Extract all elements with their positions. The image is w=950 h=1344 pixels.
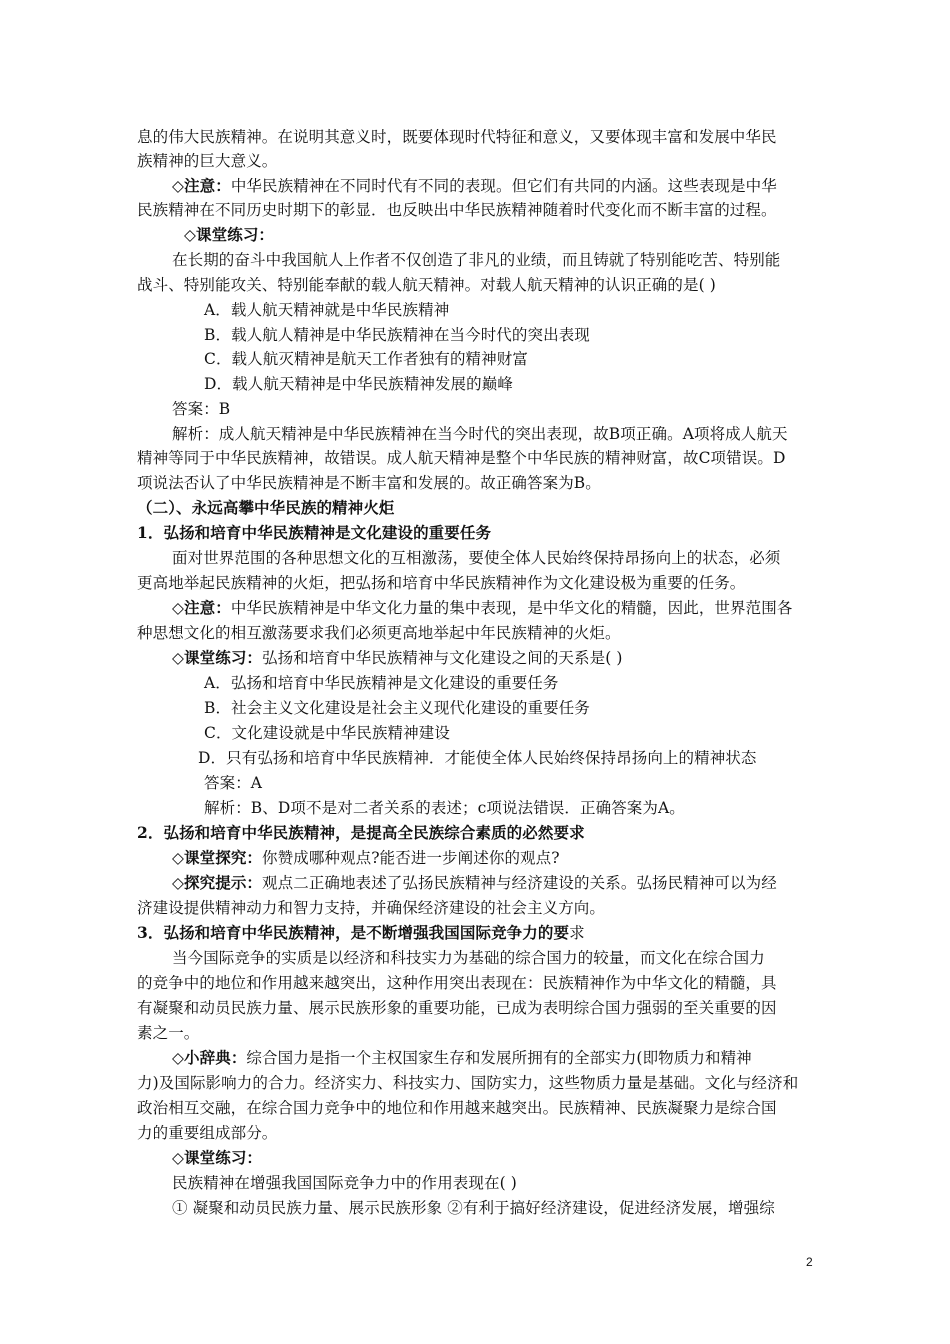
subsection-heading: 2．弘扬和培育中华民族精神，是提高全民族综合素质的必然要求 — [137, 823, 585, 842]
analysis-line: 项说法否认了中华民族精神是不断丰富和发展的。故正确答案为B。 — [137, 474, 601, 492]
note-line: ◇注意：中华民族精神是中华文化力量的集中表现，是中华文化的精髓，因此，世界范围各 — [172, 598, 793, 617]
option-a: A．弘扬和培育中华民族精神是文化建设的重要任务 — [204, 674, 559, 692]
analysis-line: 精神等同于中华民族精神，故错误。成人航天精神是整个中华民族的精神财富，故C项错误。D — [137, 449, 786, 467]
paragraph-line: 息的伟大民族精神。在说明其意义时，既要体现时代特征和意义，又要体现丰富和发展中华民 — [137, 128, 777, 146]
option-d: D．只有弘扬和培育中华民族精神．才能使全体人民始终保持昂扬向上的精神状态 — [198, 749, 757, 767]
question-line: ① 凝聚和动员民族力量、展示民族形象 ②有利于搞好经济建设，促进经济发展，增强综 — [172, 1199, 775, 1217]
exercise-heading: ◇课堂练习： — [184, 225, 275, 244]
dictionary-line: ◇小辞典：综合国力是指一个主权国家生存和发展所拥有的全部实力(即物质力和精神 — [172, 1048, 752, 1067]
subsection-heading: 3．弘扬和培育中华民族精神，是不断增强我国国际竞争力的要求 — [137, 923, 585, 942]
inquiry-line: ◇课堂探究：你赞成哪种观点?能否进一步阐述你的观点? — [172, 848, 560, 867]
hint-line: ◇探究提示：观点二正确地表述了弘扬民族精神与经济建设的关系。弘扬民精神可以为经 — [172, 873, 777, 892]
question-line: 在长期的奋斗中我国航人上作者不仅创造了非凡的业绩，而且铸就了特别能吃苦、特别能 — [172, 251, 781, 269]
option-c: C．载人航灭精神是航天工作者独有的精神财富 — [204, 350, 528, 368]
paragraph-line: 种思想文化的相互激荡要求我们必须更高地举起中年民族精神的火炬。 — [137, 624, 621, 642]
subsection-heading: 1．弘扬和培育中华民族精神是文化建设的重要任务 — [137, 523, 492, 542]
paragraph-line: 的竞争中的地位和作用越来越突出，这种作用突出表现在：民族精神作为中华文化的精髓，具 — [137, 974, 777, 992]
paragraph-line: 力的重要组成部分。 — [137, 1124, 278, 1142]
note-line: ◇注意：中华民族精神在不同时代有不同的表现。但它们有共同的内涵。这些表现是中华 — [172, 176, 777, 195]
exercise-heading: ◇课堂练习： — [172, 1148, 263, 1167]
option-b: B．载人航人精神是中华民族精神在当今时代的突出表现 — [204, 326, 590, 344]
analysis-line: 解析：B、D项不是对二者关系的表述；c项说法错误．正确答案为A。 — [204, 799, 685, 817]
question-line: 民族精神在增强我国国际竞争力中的作用表现在( ) — [172, 1174, 517, 1192]
option-c: C．文化建设就是中华民族精神建设 — [204, 724, 450, 742]
analysis-line: 解析：成人航天精神是中华民族精神在当今时代的突出表现，故B项正确。A项将成人航天 — [172, 425, 788, 443]
paragraph-line: 当今国际竞争的实质是以经济和科技实力为基础的综合国力的较量，而文化在综合国力 — [172, 949, 765, 967]
paragraph-line: 面对世界范围的各种思想文化的互相激荡，要使全体人民始终保持昂扬向上的状态，必须 — [172, 549, 781, 567]
paragraph-line: 更高地举起民族精神的火炬，把弘扬和培育中华民族精神作为文化建设极为重要的任务。 — [137, 574, 746, 592]
paragraph-line: 素之一。 — [137, 1024, 200, 1042]
option-d: D．载人航天精神是中华民族精神发展的巅峰 — [204, 375, 513, 393]
paragraph-line: 族精神的巨大意义。 — [137, 152, 278, 170]
paragraph-line: 济建设提供精神动力和智力支持，并确保经济建设的社会主义方向。 — [137, 899, 606, 917]
option-a: A．载人航天精神就是中华民族精神 — [204, 301, 450, 319]
page-number: 2 — [806, 1255, 813, 1269]
paragraph-line: 民族精神在不同历史时期下的彰显．也反映出中华民族精神随着时代变化而不断丰富的过程。 — [137, 201, 777, 219]
section-heading: （二）、永远高攀中华民族的精神火炬 — [137, 498, 395, 517]
exercise-line: ◇课堂练习：弘扬和培育中华民族精神与文化建设之间的天系是( ) — [172, 648, 623, 667]
question-line: 战斗、特别能攻关、特别能奉献的载人航天精神。对载人航天精神的认识正确的是( ) — [137, 276, 716, 294]
paragraph-line: 政治相互交融，在综合国力竞争中的地位和作用越来越突出。民族精神、民族凝聚力是综合国 — [137, 1099, 777, 1117]
option-b: B．社会主义文化建设是社会主义现代化建设的重要任务 — [204, 699, 590, 717]
paragraph-line: 有凝聚和动员民族力量、展示民族形象的重要功能，已成为表明综合国力强弱的至关重要的因 — [137, 999, 777, 1017]
answer-line: 答案：B — [172, 400, 231, 418]
answer-line: 答案：A — [204, 774, 263, 792]
paragraph-line: 力)及国际影响力的合力。经济实力、科技实力、国防实力，这些物质力量是基础。文化与经济和 — [137, 1074, 799, 1092]
